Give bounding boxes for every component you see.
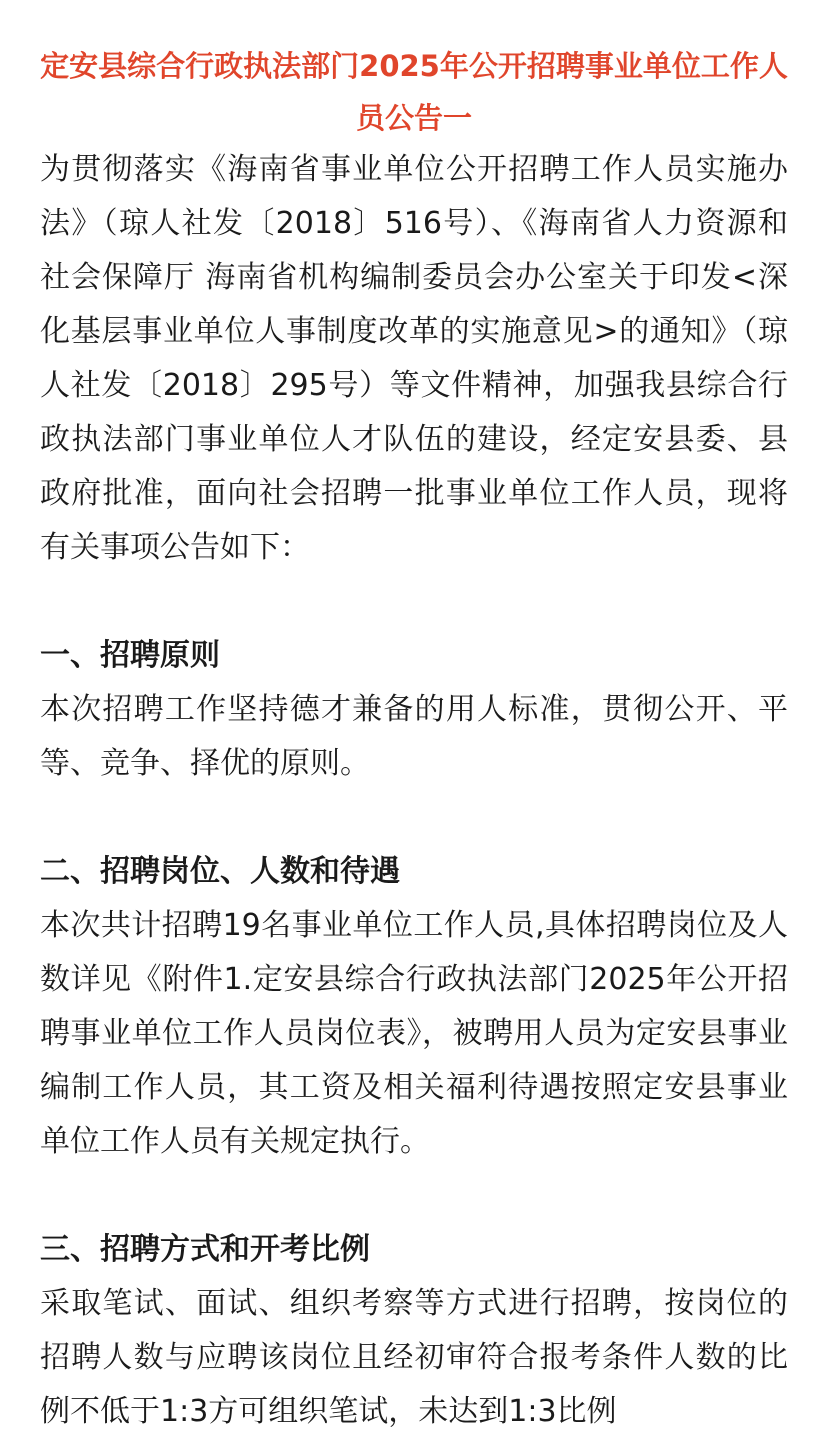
section-body-method: 采取笔试、面试、组织考察等方式进行招聘，按岗位的招聘人数与应聘该岗位且经初审符合报考条件人数的比例不低于1:3方可组织笔试，未达到1:3比例 <box>40 1286 788 1429</box>
section-body-positions: 本次共计招聘19名事业单位工作人员,具体招聘岗位及人数详见《附件1.定安县综合行政执法部门2025年公开招聘事业单位工作人员岗位表》，被聘用人员为定安县事业编制工作人员，其工资及相关福利待遇按照定安县事业单位工作人员有关规定执行。 <box>40 908 788 1159</box>
section-spacer <box>40 1169 788 1223</box>
intro-paragraph: 为贯彻落实《海南省事业单位公开招聘工作人员实施办法》（琼人社发〔2018〕516号）、《海南省人力资源和社会保障厅 海南省机构编制委员会办公室关于印发<深化基层事业单位人事制度改革的实施意见>的通知》（琼人社发〔2018〕295号）等文件精神，加强我县综合行政执法部门事业单位人才队伍的建设，经定安县委、县政府批准，面向社会招聘一批事业单位工作人员，现将有关事项公告如下： <box>40 152 788 565</box>
section-body-principles: 本次招聘工作坚持德才兼备的用人标准，贯彻公开、平等、竞争、择优的原则。 <box>40 692 788 781</box>
notice-title: 定安县综合行政执法部门2025年公开招聘事业单位工作人员公告一 <box>40 49 788 135</box>
section-heading-principles: 一、招聘原则 <box>40 638 220 673</box>
section-heading-positions: 二、招聘岗位、人数和待遇 <box>40 854 400 889</box>
notice-body <box>40 143 788 1439</box>
section-heading-method: 三、招聘方式和开考比例 <box>40 1232 370 1267</box>
section-spacer <box>40 791 788 845</box>
section-spacer <box>40 575 788 629</box>
